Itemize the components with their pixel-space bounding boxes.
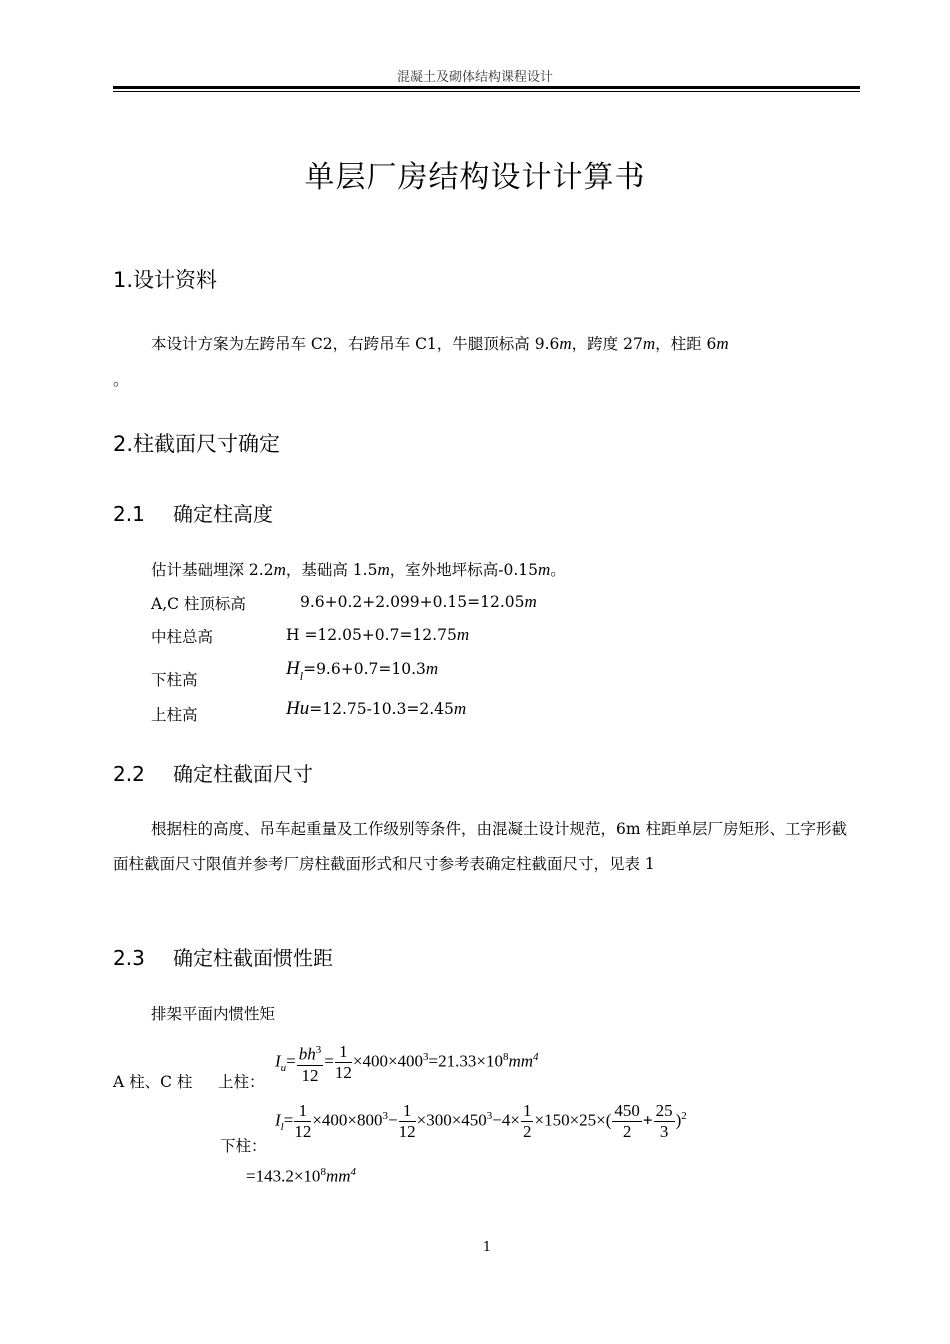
row-lower-column-label: 下柱高 (151, 671, 198, 689)
section-2-3-intro: 排架平面内惯性矩 (151, 1005, 276, 1023)
row-upper-column-value: Hu=12.75-10.3=2.45m (286, 698, 467, 719)
section-2-1-line1: 估计基础埋深 2.2m，基础高 1.5m，室外地坪标高-0.15m。 (151, 560, 566, 579)
section-2-2-heading: 2.2 确定柱截面尺寸 (113, 762, 313, 786)
section-2-2-body: 根据柱的高度、吊车起重量及工作级别等条件，由混凝土设计规范，6m 柱距单层厂房矩形、工字形截面柱截面尺寸限值并参考厂房柱截面形式和尺寸参考表确定柱截面尺寸，见表 1 (113, 820, 847, 873)
upper-column-label: 上柱： (218, 1073, 265, 1091)
section-1-heading: 1.设计资料 (113, 268, 218, 292)
page-number: 1 (482, 1240, 492, 1255)
upper-column-equation: $I_u=$ $\frac{bh^3}{12}$ = $\frac{1}{12}$ $\times 400\times 400^3=21.33\times 10^8mm^4$ (275, 1040, 539, 1086)
section-1-body-end: 。 (113, 371, 129, 389)
row-column-total-height-label: 中柱总高 (151, 628, 214, 646)
lower-column-result: $=143.2\times 10^8mm^4$ (246, 1166, 356, 1186)
lower-column-label: 下柱： (220, 1137, 267, 1155)
row-lower-column-value: $H_l=9.6+0.7=10.3m$ (286, 658, 439, 683)
header-rule (113, 86, 860, 89)
row-column-total-height-value: H =12.05+0.7=12.75m (286, 625, 470, 644)
row-upper-column-label: 上柱高 (151, 706, 198, 724)
section-1-body: 本设计方案为左跨吊车 C2，右跨吊车 C1，牛腿顶标高 9.6m，跨度 27m，柱距 6m (151, 334, 729, 353)
section-2-heading: 2.柱截面尺寸确定 (113, 432, 281, 456)
header-rule-thin (113, 91, 860, 92)
section-2-1-heading: 2.1 确定柱高度 (113, 502, 273, 526)
lower-column-equation: $I_l=$ $\frac{1}{12}$ $\times 400\times 800^3-$ $\frac{1}{12}$ $\times 300\times 450^3-4\times$ $\frac{1}{2}$ ×150×25×( $\frac{450}{2}$ + $\frac{25}{3}$ )$^2$ (275, 1101, 687, 1141)
section-2-3-heading: 2.3 确定柱截面惯性距 (113, 946, 333, 970)
column-label: A 柱、C 柱 (113, 1073, 193, 1091)
row-column-top-elevation-label: A,C 柱顶标高 (151, 595, 246, 613)
document-title: 单层厂房结构设计计算书 (304, 160, 646, 195)
row-column-top-elevation-value: 9.6+0.2+2.099+0.15=12.05m (300, 592, 537, 611)
page-header: 混凝土及砌体结构课程设计 (396, 70, 553, 85)
